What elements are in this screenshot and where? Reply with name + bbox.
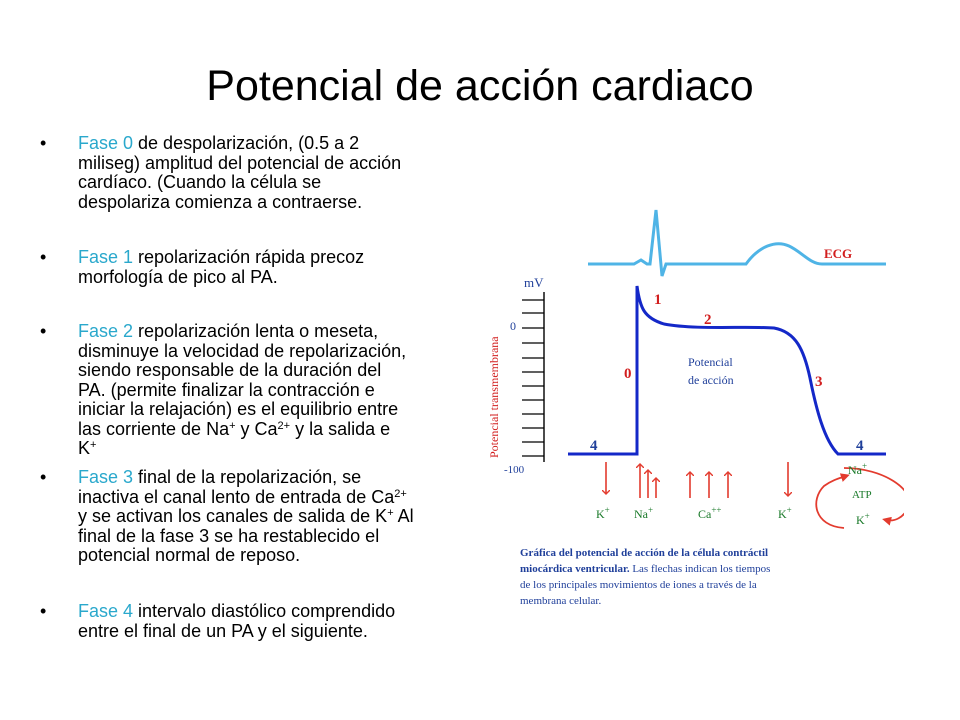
phase-label: Fase 2 bbox=[78, 321, 134, 341]
bullet-dot: • bbox=[40, 247, 47, 267]
ion-label-na bbox=[634, 505, 653, 521]
phase-label: Fase 0 bbox=[78, 133, 134, 153]
superscript: + bbox=[90, 439, 97, 451]
curve-label-line-2: de acción bbox=[688, 373, 734, 387]
bullet-text: inactiva el canal lento de entrada de Ca bbox=[78, 486, 395, 507]
superscript: 2+ bbox=[277, 419, 291, 432]
ion-symbol: Na bbox=[634, 507, 648, 521]
superscript: + bbox=[387, 507, 394, 519]
bullet-text: final de la repolarización, se bbox=[133, 467, 362, 487]
curve-label-line-1: Potencial bbox=[688, 355, 733, 369]
bullet-text: K bbox=[78, 438, 91, 458]
pump-na-label bbox=[848, 461, 867, 477]
ion-label-ca bbox=[698, 505, 722, 521]
bullet-text: morfología de pico al PA. bbox=[78, 266, 278, 287]
bullet-text: PA. (permite finalizar la contracción e bbox=[78, 379, 375, 400]
figure-caption bbox=[520, 545, 900, 609]
ecg-trace bbox=[588, 210, 886, 276]
bullet-text: disminuye la velocidad de repolarización, bbox=[78, 340, 407, 361]
ion-charge: + bbox=[648, 505, 654, 515]
bullet-dot: • bbox=[40, 133, 47, 153]
curve-label bbox=[688, 355, 736, 387]
ecg-label: ECG bbox=[824, 246, 853, 261]
bullet-text: despolariza comienza a contraerse. bbox=[78, 191, 363, 212]
ion-charge: + bbox=[604, 505, 610, 515]
caption-bold: Gráfica del potencial de acción de la célula contráctil bbox=[520, 547, 769, 559]
bullet-text: Al bbox=[393, 506, 414, 526]
ion-symbol: K bbox=[778, 507, 787, 521]
action-potential-curve bbox=[568, 286, 886, 454]
pump-k-label bbox=[856, 511, 870, 527]
ion-symbol: K bbox=[856, 513, 865, 527]
bullet-text: y se activan los canales de salida de K bbox=[78, 506, 388, 526]
phase-number-0: 0 bbox=[624, 366, 632, 382]
bullet-dot: • bbox=[40, 601, 47, 621]
bullet-text: final de la fase 3 se ha restablecido el bbox=[78, 525, 380, 546]
bullet-dot: • bbox=[40, 467, 47, 487]
phase-label: Fase 3 bbox=[78, 467, 134, 487]
bullet-text: de despolarización, (0.5 a 2 bbox=[133, 133, 360, 153]
caption-bold: miocárdica ventricular. bbox=[520, 563, 630, 575]
bullet-text: entre el final de un PA y el siguiente. bbox=[78, 620, 368, 641]
y-tick-zero: 0 bbox=[510, 319, 516, 333]
bullet-text: repolarización rápida precoz bbox=[133, 247, 365, 267]
slide-title: Potencial de acción cardiaco bbox=[206, 62, 754, 110]
ion-charge: + bbox=[864, 511, 870, 521]
caption-text: Las flechas indican los tiempos bbox=[629, 563, 771, 575]
ion-label-k-2 bbox=[778, 505, 792, 521]
ion-arrows bbox=[606, 462, 788, 498]
ion-label-k bbox=[596, 505, 610, 521]
ion-symbol: Ca bbox=[698, 507, 712, 521]
na-k-pump bbox=[816, 461, 904, 528]
y-unit-label: mV bbox=[524, 275, 544, 290]
bullet-text: potencial normal de reposo. bbox=[78, 545, 301, 565]
phase-number-4-right: 4 bbox=[856, 438, 864, 454]
y-axis-label: Potencial transmembrana bbox=[487, 336, 501, 458]
phase-label: Fase 4 bbox=[78, 601, 134, 621]
bullet-text: siendo responsable de la duración del bbox=[78, 360, 382, 380]
caption-text: membrana celular. bbox=[520, 595, 602, 607]
phase-number-1: 1 bbox=[654, 292, 662, 308]
phase-number-4-left: 4 bbox=[590, 438, 598, 454]
pump-arrow-in bbox=[816, 476, 846, 528]
bullet-text: iniciar la relajación) es el equilibrio entre bbox=[78, 399, 399, 419]
bullet-text: las corriente de Na bbox=[78, 418, 230, 439]
bullet-text: miliseg) amplitud del potencial de acción bbox=[78, 152, 402, 173]
phase-number-2: 2 bbox=[704, 312, 712, 328]
superscript: 2+ bbox=[394, 487, 407, 500]
ion-charge: + bbox=[786, 505, 792, 515]
ion-symbol: K bbox=[596, 507, 605, 521]
y-axis-ticks bbox=[522, 300, 544, 456]
ion-symbol: Na bbox=[848, 463, 862, 477]
ion-charge: + bbox=[862, 461, 868, 471]
bullet-text: repolarización lenta o meseta, bbox=[133, 321, 379, 341]
phase-number-3: 3 bbox=[815, 374, 823, 390]
pump-atp-label: ATP bbox=[852, 489, 872, 501]
phase-label: Fase 1 bbox=[78, 247, 134, 267]
bullet-text: cardíaco. (Cuando la célula se bbox=[78, 172, 322, 192]
bullet-text: intervalo diastólico comprendido bbox=[133, 601, 396, 621]
y-tick-min: -100 bbox=[504, 464, 525, 476]
bullet-text: y la salida e bbox=[290, 418, 391, 439]
superscript: + bbox=[229, 419, 236, 432]
bullet-text: y Ca bbox=[235, 418, 278, 439]
ion-charge: ++ bbox=[711, 505, 722, 515]
caption-text: de los principales movimientos de iones a través de la bbox=[520, 579, 757, 591]
bullet-dot: • bbox=[40, 321, 47, 341]
